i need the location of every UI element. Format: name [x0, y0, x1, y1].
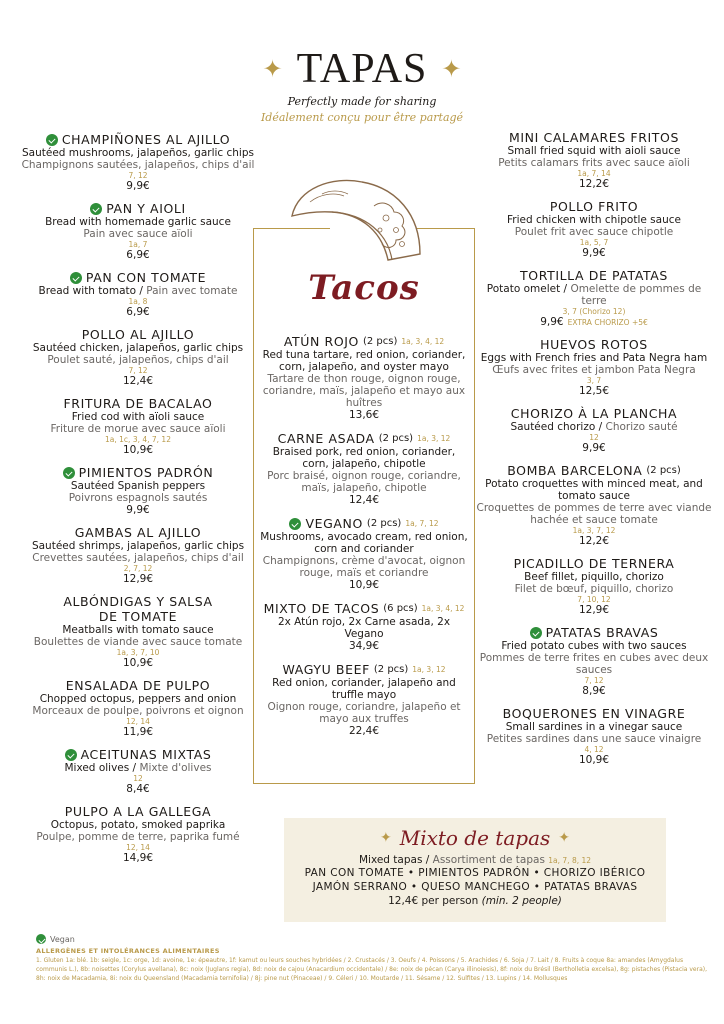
- item-desc-fr: Pain avec tomate: [146, 285, 238, 297]
- allergens-footer: [36, 934, 708, 983]
- taco-item: [258, 334, 470, 422]
- item-name: PAN Y AIOLI: [106, 201, 186, 216]
- item-price: 13,6€: [348, 409, 380, 421]
- menu-item: [18, 465, 258, 517]
- item-desc-en: Chopped octopus, peppers and onion: [39, 693, 237, 705]
- item-name: TORTILLA DE PATATAS: [520, 268, 668, 283]
- item-pieces: (6 pcs): [383, 603, 418, 614]
- item-desc-en: Meatballs with tomato sauce: [62, 624, 214, 636]
- menu-item: [476, 199, 712, 260]
- mixto-desc-fr: Assortiment de tapas: [432, 854, 545, 866]
- item-desc-en: Fried chicken with chipotle sauce: [507, 214, 681, 226]
- item-price: 8,4€: [126, 783, 150, 795]
- item-name: ALBÓNDIGAS Y SALSA DE TOMATE: [63, 594, 213, 624]
- item-name: PIMIENTOS PADRÓN: [78, 465, 214, 480]
- item-desc-en: Beef fillet, piquillo, chorizo: [524, 571, 664, 583]
- item-desc-fr: Croquettes de pommes de terre avec viande hachée et sauce tomate: [476, 502, 712, 526]
- item-name: CHAMPIÑONES AL AJILLO: [61, 132, 231, 147]
- item-name: POLLO AL AJILLO: [81, 327, 195, 342]
- allergens-title: ALLERGÈNES ET INTOLÉRANCES ALIMENTAIRES: [36, 947, 220, 955]
- right-column: [476, 130, 712, 775]
- vegan-label: Vegan: [50, 934, 75, 944]
- item-name: PAN CON TOMATE: [85, 270, 207, 285]
- menu-item: [18, 747, 258, 796]
- item-price: 12,4€: [348, 494, 380, 506]
- item-name: PICADILLO DE TERNERA: [513, 556, 675, 571]
- item-allergens: 3, 7: [586, 376, 602, 385]
- item-price: 14,9€: [122, 852, 154, 864]
- menu-item: [18, 804, 258, 865]
- item-desc-en: Eggs with French fries and Pata Negra ham: [480, 352, 708, 364]
- item-price: 12,2€: [578, 535, 610, 547]
- mixto-title: Mixto de tapas: [399, 826, 551, 850]
- menu-item: [476, 556, 712, 617]
- item-allergens: 1a, 5, 7: [579, 238, 609, 247]
- item-name: GAMBAS AL AJILLO: [74, 525, 202, 540]
- item-desc: [18, 762, 258, 774]
- vegan-icon: [90, 203, 102, 215]
- item-desc-fr: Oignon rouge, coriandre, jalapeño et mayo aux truffes: [267, 701, 461, 725]
- menu-item: [476, 463, 712, 548]
- item-desc-fr: Tartare de thon rouge, oignon rouge, coriandre, maïs, jalapeño et mayo aux huîtres: [262, 373, 466, 409]
- item-pieces: (2 pcs): [378, 433, 414, 444]
- taco-item: [258, 431, 470, 507]
- item-desc-fr: Poivrons espagnols sautés: [68, 492, 208, 504]
- star-icon-left: ✦: [379, 830, 392, 846]
- vegan-icon: [70, 272, 82, 284]
- item-desc-fr: Filet de bœuf, piquillo, chorizo: [514, 583, 674, 595]
- item-desc-fr: Champignons sautées, jalapeños, chips d'ail: [21, 159, 255, 171]
- mixto-desc-en: Mixed tapas /: [358, 854, 430, 866]
- item-price: 12,9€: [122, 573, 154, 585]
- item-price: 9,9€: [582, 442, 606, 454]
- item-price: 11,9€: [122, 726, 154, 738]
- item-price: 10,9€: [122, 657, 154, 669]
- vegan-icon: [530, 627, 542, 639]
- item-desc-fr: Pain avec sauce aïoli: [83, 228, 193, 240]
- item-allergens: 3, 7 (Chorizo 12): [562, 307, 626, 316]
- item-allergens: 1a, 7, 12: [405, 519, 439, 528]
- item-price: 6,9€: [126, 306, 150, 318]
- mixto-price-note: (min. 2 people): [481, 895, 562, 907]
- item-allergens: 1a, 7: [128, 240, 148, 249]
- item-name: MINI CALAMARES FRITOS: [509, 130, 679, 145]
- allergens-text: 1. Gluten 1a: blé. 1b: seigle, 1c: orge, 1d: avoine, 1e: épeautre, 1f: kamut ou leurs souches hybridées / 2. Crustacés / 3. Oeufs / 4. Poissons / 5. Arachides / 6. Soja / 7. Lait / 8. Fruits à coque 8a: amandes (Amygdalus communis L.), 8b: noisettes (Corylus avellana), 8c: noix (Juglans regia), 8d: noix de cajou (Anacardium occidentale) / 8e: noix de pécan (Carya illinoiesis), 8f: noix du Brésil (Bertholletia excelsa), 8g: pistaches (Pistacia vera), 8h: noix de Macadamia, 8i: noix du Queensland (Macadamia ternifolia) / 8j: pine nut (Pinaceae) / 9. Céleri / 10. Moutarde / 11. Sésame / 12. Sulfites / 13. Lupins / 14. Mollusques: [36, 957, 708, 982]
- item-price: 10,9€: [578, 754, 610, 766]
- item-price: 9,9€: [126, 504, 150, 516]
- item-desc-en: Bread with homemade garlic sauce: [45, 216, 231, 228]
- mixto-desc: [284, 854, 666, 866]
- mixto-price: 12,4€ per person: [388, 895, 479, 907]
- item-desc-en: Fried potato cubes with two sauces: [501, 640, 687, 652]
- item-desc-en: Potato croquettes with minced meat, and tomato sauce: [485, 478, 703, 502]
- menu-header: [0, 46, 724, 124]
- item-name: CHORIZO À LA PLANCHA: [510, 406, 678, 421]
- item-desc-en: Small sardines in a vinegar sauce: [505, 721, 683, 733]
- item-desc: [476, 421, 712, 433]
- vegan-icon: [63, 467, 75, 479]
- mixto-price-row: [284, 895, 666, 908]
- item-allergens: 12: [133, 774, 143, 783]
- item-allergens: 1a, 7, 14: [577, 169, 611, 178]
- item-name: PATATAS BRAVAS: [545, 625, 659, 640]
- item-price: 8,9€: [582, 685, 606, 697]
- item-desc-fr: Crevettes sautées, jalapeños, chips d'ail: [32, 552, 244, 564]
- star-icon-left: ✦: [262, 55, 283, 83]
- item-desc-fr: Poulet frit avec sauce chipotle: [514, 226, 674, 238]
- item-name: ATÚN ROJO: [283, 334, 359, 349]
- item-allergens: 1a, 1c, 3, 4, 7, 12: [105, 435, 171, 444]
- page-title: TAPAS: [296, 46, 428, 92]
- item-allergens: 7, 12: [128, 171, 148, 180]
- item-desc-fr: Chorizo sauté: [605, 421, 678, 433]
- item-desc-en: Braised pork, red onion, coriander, corn, jalapeño, chipotle: [272, 446, 456, 470]
- extra-chorizo: EXTRA CHORIZO +5€: [567, 318, 648, 327]
- vegan-legend: [36, 934, 708, 944]
- mixto-allergens: 1a, 7, 8, 12: [548, 856, 592, 865]
- left-column: [18, 132, 258, 873]
- menu-item: [18, 525, 258, 586]
- item-price: 9,9€: [126, 180, 150, 192]
- item-desc-en: Octopus, potato, smoked paprika: [50, 819, 226, 831]
- taco-item: [258, 516, 470, 592]
- item-desc-en: Fried cod with aïoli sauce: [71, 411, 205, 423]
- item-allergens: 12, 14: [126, 843, 150, 852]
- item-price: 10,9€: [122, 444, 154, 456]
- item-name: BOMBA BARCELONA: [507, 463, 643, 478]
- item-name: WAGYU BEEF: [282, 662, 370, 677]
- mixto-title-row: [284, 826, 666, 850]
- item-desc-en: Sautéed chorizo /: [510, 421, 603, 433]
- item-name: MIXTO DE TACOS: [263, 601, 380, 616]
- item-name: ACEITUNAS MIXTAS: [80, 747, 212, 762]
- menu-item: [18, 594, 258, 670]
- item-price: 12,5€: [578, 385, 610, 397]
- item-desc-fr: Pommes de terre frites en cubes avec deux sauces: [479, 652, 709, 676]
- item-price: 34,9€: [348, 640, 380, 652]
- item-pieces: (2 pcs): [373, 664, 409, 675]
- item-allergens: 4, 12: [584, 745, 604, 754]
- subtitle-en: Perfectly made for sharing: [287, 95, 437, 108]
- item-desc-fr: Poulet sauté, jalapeños, chips d'ail: [47, 354, 229, 366]
- item-desc-fr: Champignons, crème d'avocat, oignon rouge, maïs et coriandre: [262, 555, 466, 579]
- item-desc-en: Potato omelet /: [486, 283, 568, 295]
- item-desc-en: 2x Atún rojo, 2x Carne asada, 2x Vegano: [277, 616, 451, 640]
- item-desc: [476, 283, 712, 307]
- item-price: 22,4€: [348, 725, 380, 737]
- tacos-list: [258, 334, 470, 747]
- item-name: PULPO A LA GALLEGA: [64, 804, 212, 819]
- item-desc-fr: Porc braisé, oignon rouge, coriandre, maïs, jalapeño, chipotle: [267, 470, 461, 494]
- item-price: 12,4€: [122, 375, 154, 387]
- vegan-icon: [36, 934, 46, 944]
- item-allergens: 1a, 3, 4, 12: [401, 337, 445, 346]
- menu-item: [18, 270, 258, 319]
- star-icon-right: ✦: [558, 830, 570, 846]
- item-desc-en: Mixed olives /: [64, 762, 137, 774]
- item-desc-fr: Morceaux de poulpe, poivrons et oignon: [32, 705, 244, 717]
- item-pieces: (2 pcs): [362, 336, 398, 347]
- item-name: BOQUERONES EN VINAGRE: [502, 706, 686, 721]
- item-name: HUEVOS ROTOS: [540, 337, 648, 352]
- item-allergens: 12, 14: [126, 717, 150, 726]
- title-row: [0, 46, 724, 92]
- item-desc-en: Small fried squid with aioli sauce: [507, 145, 681, 157]
- taco-item: [258, 662, 470, 738]
- item-desc-fr: Friture de morue avec sauce aïoli: [50, 423, 226, 435]
- vegan-icon: [65, 749, 77, 761]
- item-desc-en: Bread with tomato /: [38, 285, 143, 297]
- item-price-row: [476, 316, 712, 329]
- taco-item: [258, 601, 470, 653]
- item-allergens: 1a, 8: [128, 297, 148, 306]
- item-name: ENSALADA DE PULPO: [65, 678, 211, 693]
- item-allergens: 7, 12: [584, 676, 604, 685]
- item-price: 12,9€: [578, 604, 610, 616]
- item-allergens: 1a, 3, 7, 12: [572, 526, 616, 535]
- item-allergens: 1a, 3, 4, 12: [421, 604, 465, 613]
- item-allergens: 7, 12: [128, 366, 148, 375]
- item-pieces: (2 pcs): [366, 518, 402, 529]
- item-allergens: 1a, 3, 7, 10: [116, 648, 160, 657]
- item-name: FRITURA DE BACALAO: [63, 396, 213, 411]
- item-desc-fr: Petits calamars frits avec sauce aïoli: [498, 157, 690, 169]
- menu-item: [18, 327, 258, 388]
- tacos-title: Tacos: [308, 268, 420, 308]
- item-name: VEGANO: [305, 516, 363, 531]
- menu-item: [476, 337, 712, 398]
- menu-item: [18, 396, 258, 457]
- item-desc-en: Red tuna tartare, red onion, coriander, corn, jalapeño, and oyster mayo: [262, 349, 466, 373]
- menu-item: [476, 130, 712, 191]
- mixto-items-line-1: PAN CON TOMATE • PIMIENTOS PADRÓN • CHORIZO IBÉRICO: [304, 867, 646, 879]
- menu-item: [18, 201, 258, 262]
- item-name: CARNE ASADA: [277, 431, 375, 446]
- mixto-de-tapas-box: [284, 818, 666, 922]
- item-desc-en: Sautéed mushrooms, jalapeños, garlic chips: [21, 147, 254, 159]
- item-price: 9,9€: [582, 247, 606, 259]
- item-allergens: 1a, 3, 12: [417, 434, 451, 443]
- item-desc-fr: Boulettes de viande avec sauce tomate: [33, 636, 243, 648]
- taco-illustration: [270, 168, 450, 280]
- item-pieces: (2 pcs): [646, 465, 681, 476]
- item-desc-fr: Petites sardines dans une sauce vinaigre: [486, 733, 702, 745]
- menu-item: [476, 268, 712, 329]
- item-desc-en: Sautéed shrimps, jalapeños, garlic chips: [31, 540, 245, 552]
- item-price: 10,9€: [348, 579, 380, 591]
- mixto-items-line-2: JAMÓN SERRANO • QUESO MANCHEGO • PATATAS BRAVAS: [312, 881, 638, 893]
- subtitle-fr: Idéalement conçu pour être partagé: [260, 111, 464, 124]
- item-price: 6,9€: [126, 249, 150, 261]
- vegan-icon: [289, 518, 301, 530]
- item-desc-fr: Poulpe, pomme de terre, paprika fumé: [36, 831, 240, 843]
- item-price: 9,9€: [540, 316, 564, 328]
- item-desc-fr: Omelette de pommes de terre: [570, 283, 702, 307]
- item-allergens: 7, 10, 12: [577, 595, 611, 604]
- menu-item: [476, 625, 712, 698]
- item-desc: [18, 285, 258, 297]
- item-desc-en: Red onion, coriander, jalapeño and truffle mayo: [272, 677, 456, 701]
- item-desc-en: Sautéed Spanish peppers: [70, 480, 206, 492]
- item-allergens: 2, 7, 12: [123, 564, 153, 573]
- item-desc-en: Sautéed chicken, jalapeños, garlic chips: [32, 342, 244, 354]
- item-allergens: 12: [589, 433, 599, 442]
- star-icon-right: ✦: [441, 55, 462, 83]
- item-name: POLLO FRITO: [549, 199, 639, 214]
- item-desc-en: Mushrooms, avocado cream, red onion, corn and coriander: [260, 531, 468, 555]
- item-price: 12,2€: [578, 178, 610, 190]
- item-desc-fr: Œufs avec frites et jambon Pata Negra: [492, 364, 696, 376]
- menu-item: [18, 132, 258, 193]
- item-desc-fr: Mixte d'olives: [139, 762, 212, 774]
- menu-item: [476, 706, 712, 767]
- item-allergens: 1a, 3, 12: [412, 665, 446, 674]
- menu-item: [18, 678, 258, 739]
- vegan-icon: [46, 134, 58, 146]
- menu-item: [476, 406, 712, 455]
